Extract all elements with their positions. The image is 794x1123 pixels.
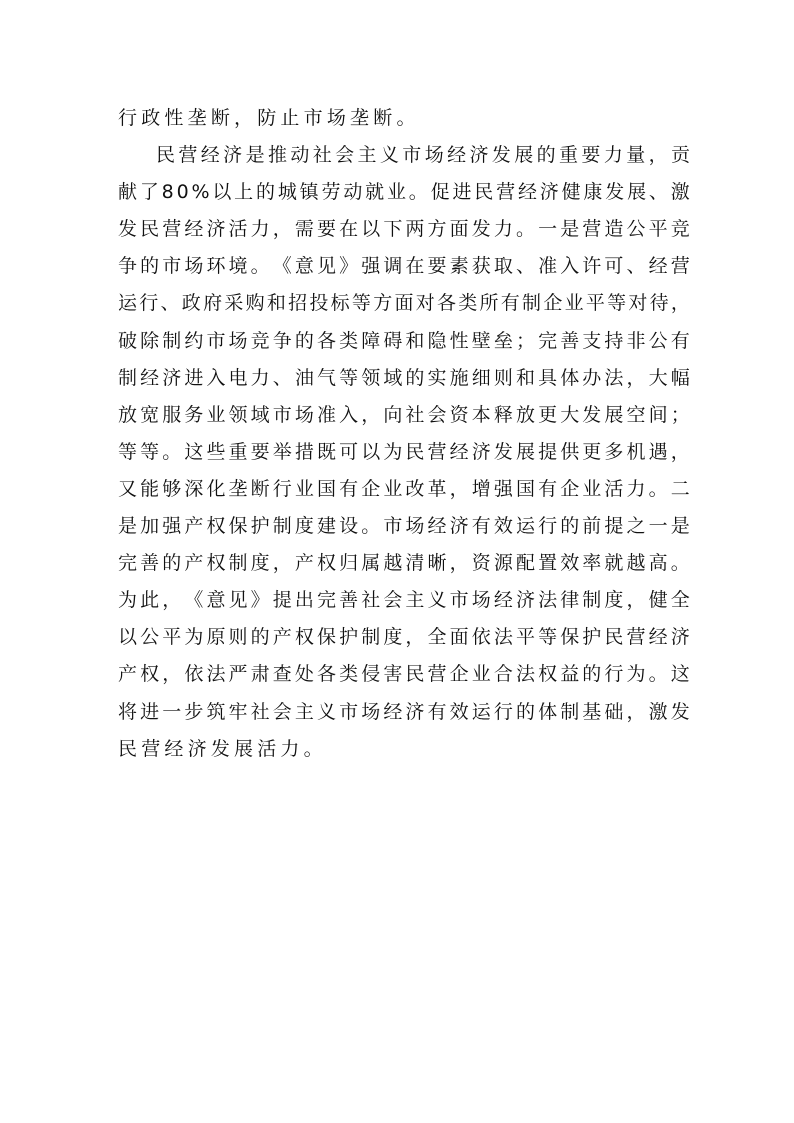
text-line: 争 的 市 场 环 境 。 《 意 见 》 强 调 在 要 素 获 取 、 准 入 许 可 、 经 营 — [118, 255, 690, 278]
text-line: 行 政 性 垄 断 ， 防 止 市 场 垄 断 。 — [118, 107, 416, 129]
text-line: 是 加 强 产 权 保 护 制 度 建 设 。 市 场 经 济 有 效 运 行 的 前 提 之 一 是 — [118, 515, 690, 538]
text-line: 发 民 营 经 济 活 力 ， 需 要 在 以 下 两 方 面 发 力 。 一 是 营 造 公 平 竞 — [118, 218, 690, 241]
text-line: 为 此 ， 《 意 见 》 提 出 完 善 社 会 主 义 市 场 经 济 法 律 制 度 ， 健 全 — [118, 589, 690, 612]
text-line: 以 公 平 为 原 则 的 产 权 保 护 制 度 ， 全 面 依 法 平 等 保 护 民 营 经 济 — [118, 626, 690, 649]
text-line: 将 进 一 步 筑 牢 社 会 主 义 市 场 经 济 有 效 运 行 的 体 制 基 础 ， 激 发 — [118, 700, 690, 723]
text-line: 产 权 ， 依 法 严 肃 查 处 各 类 侵 害 民 营 企 业 合 法 权 益 的 行 为 。 这 — [118, 663, 690, 686]
text-line: 献 了 8 0 % 以 上 的 城 镇 劳 动 就 业 。 促 进 民 营 经 济 健 康 发 展 、 激 — [118, 181, 690, 204]
text-line: 破 除 制 约 市 场 竞 争 的 各 类 障 碍 和 隐 性 壁 垒 ； 完 善 支 持 非 公 有 — [118, 329, 690, 352]
text-line: 放 宽 服 务 业 领 域 市 场 准 入 ， 向 社 会 资 本 释 放 更 大 发 展 空 间 ； — [118, 403, 690, 426]
text-line: 完 善 的 产 权 制 度 ， 产 权 归 属 越 清 晰 ， 资 源 配 置 效 率 就 越 高 。 — [118, 552, 690, 575]
text-line: 民 营 经 济 发 展 活 力 。 — [118, 737, 323, 760]
text-line: 运 行 、 政 府 采 购 和 招 投 标 等 方 面 对 各 类 所 有 制 企 业 平 等 对 待 ， — [118, 292, 690, 315]
body-text — [118, 100, 690, 768]
text-line: 民 营 经 济 是 推 动 社 会 主 义 市 场 经 济 发 展 的 重 要 力 量 ， 贡 — [156, 144, 690, 167]
text-line: 又 能 够 深 化 垄 断 行 业 国 有 企 业 改 革 ， 增 强 国 有 企 业 活 力 。 二 — [118, 477, 690, 500]
text-line: 制 经 济 进 入 电 力 、 油 气 等 领 域 的 实 施 细 则 和 具 体 办 法 ， 大 幅 — [118, 366, 690, 389]
text-line: 等 等 。 这 些 重 要 举 措 既 可 以 为 民 营 经 济 发 展 提 供 更 多 机 遇 ， — [118, 440, 690, 463]
